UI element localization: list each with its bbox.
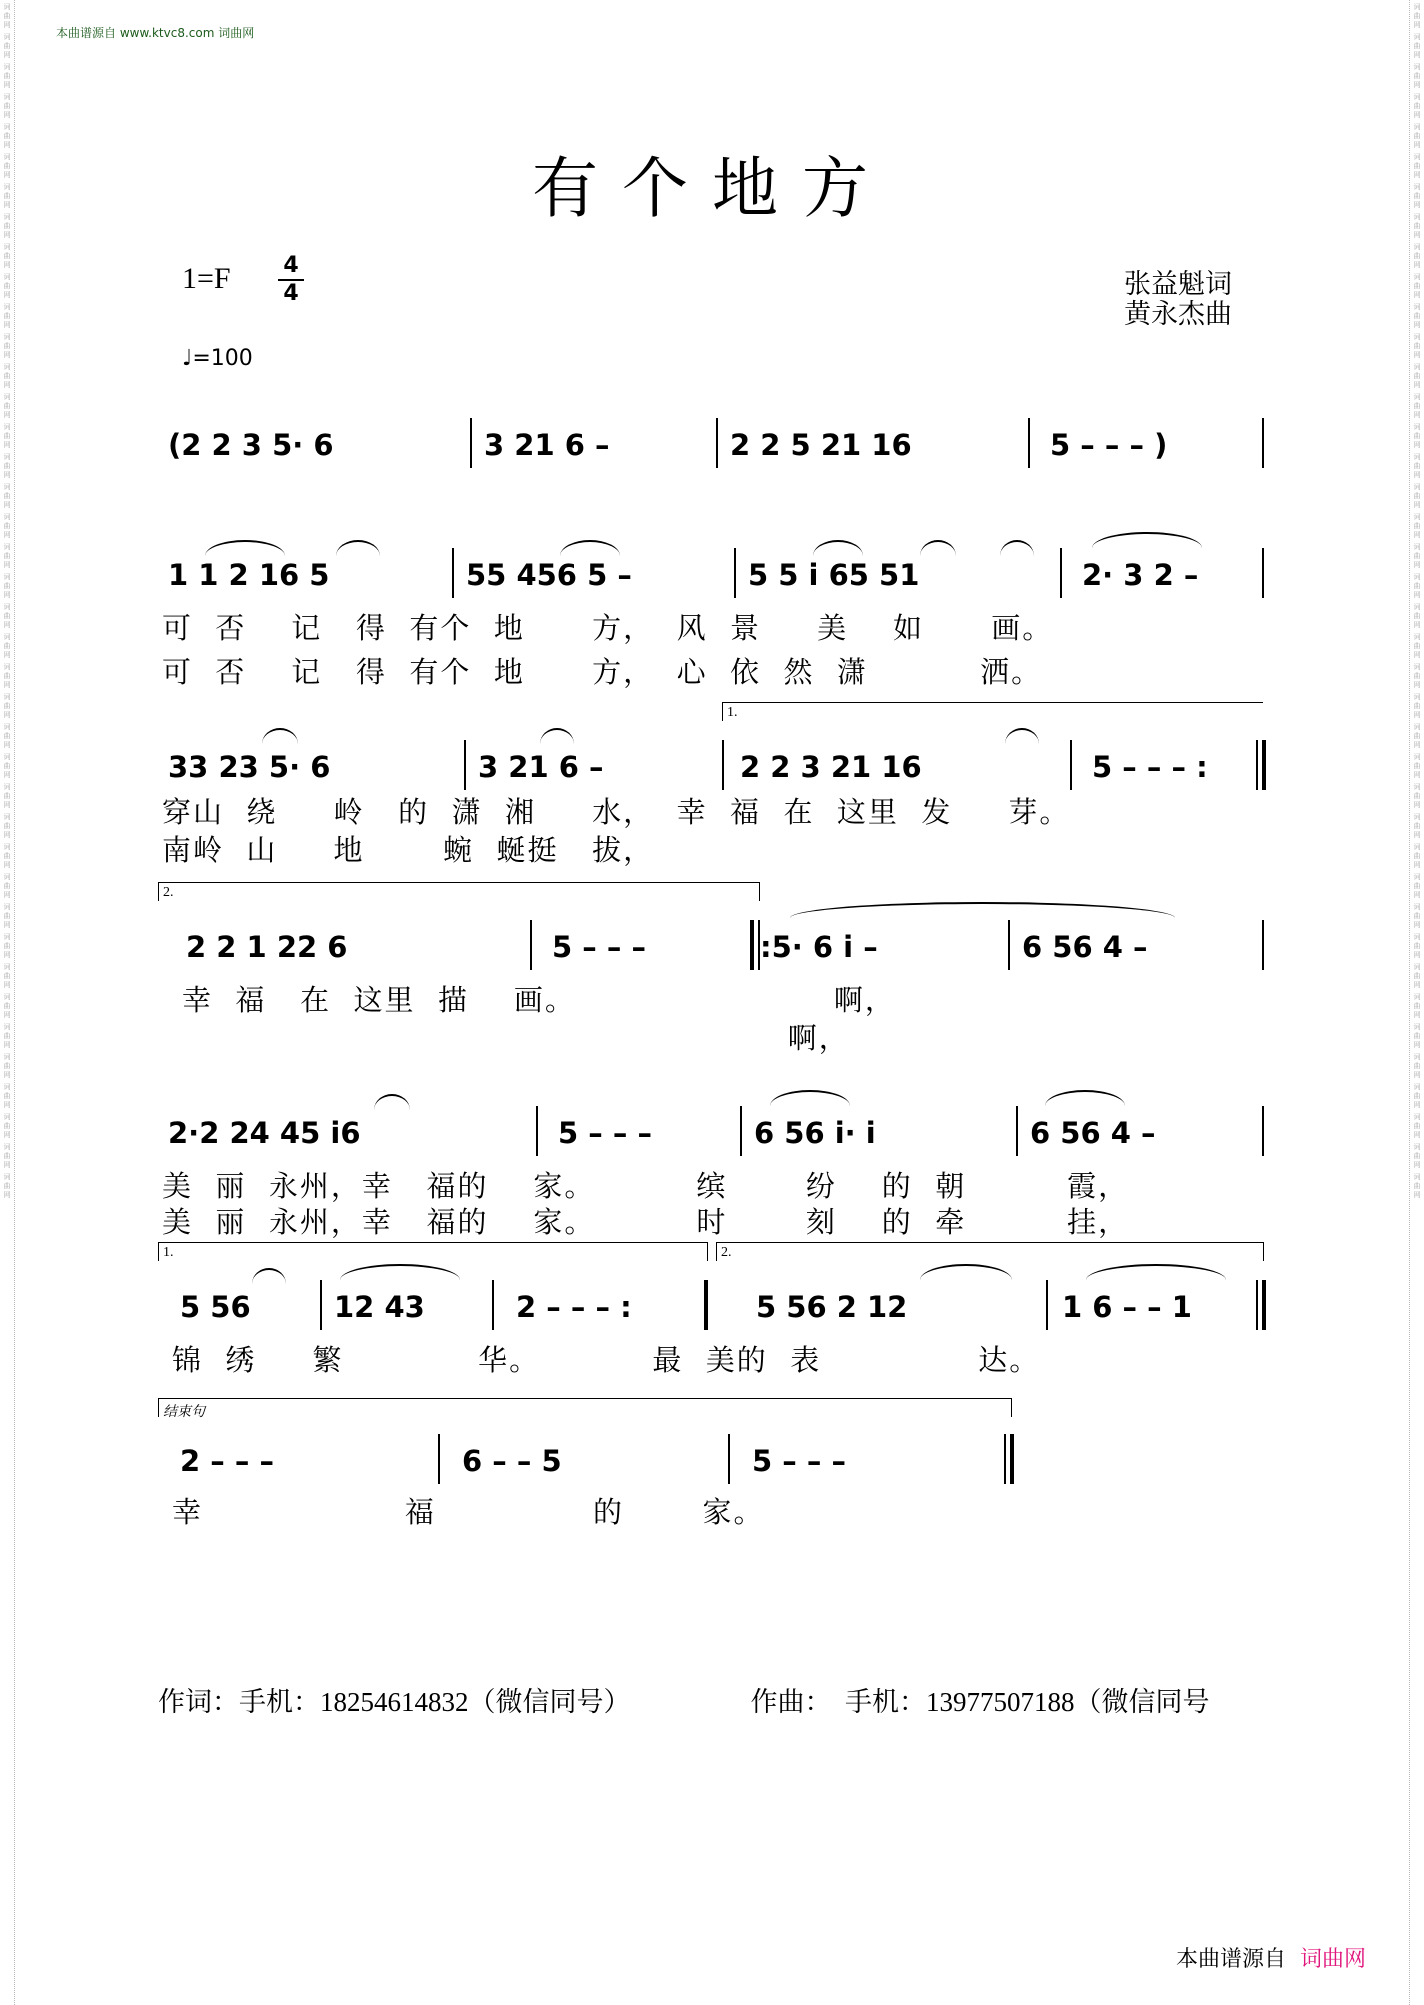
lyric-line: 锦 绣 繁 华。 最 美的 表 达。	[172, 1343, 1041, 1377]
edge-watermark-text: 词 曲 网	[3, 1143, 11, 1169]
edge-watermark-text: 词 曲 网	[3, 63, 11, 89]
volta-label: 1.	[727, 705, 738, 720]
edge-watermark-text: 词 曲 网	[3, 243, 11, 269]
edge-watermark-text: 词 曲 网	[1413, 813, 1421, 839]
edge-watermark-text: 词 曲 网	[3, 963, 11, 989]
edge-watermark-text: 词 曲 网	[1413, 273, 1421, 299]
edge-watermark-text: 词 曲 网	[3, 1053, 11, 1079]
edge-watermark-text: 词 曲 网	[1413, 603, 1421, 629]
measure: 1 1 2 16 5	[168, 558, 330, 592]
lyric-line: 南岭 山 地 蜿 蜒挺 拔，	[162, 833, 655, 867]
edge-watermark-text: 词 曲 网	[1413, 333, 1421, 359]
edge-watermark-text: 词 曲 网	[1413, 153, 1421, 179]
measure: 2·2 24 45 i6	[168, 1116, 361, 1150]
measure: 2 2 1 22 6	[186, 930, 348, 964]
top-source-note: 本曲谱源自 www.ktvc8.com 词曲网	[56, 26, 255, 40]
measure: 5 – – –	[558, 1116, 652, 1150]
edge-watermark-text: 词 曲 网	[1413, 453, 1421, 479]
measure: 2 – – – :	[516, 1290, 632, 1324]
edge-watermark-text: 词 曲 网	[1413, 3, 1421, 29]
edge-watermark-text: 词 曲 网	[1413, 903, 1421, 929]
measure: :5· 6 i –	[760, 930, 878, 964]
measure: 6 56 4 –	[1022, 930, 1148, 964]
measure: 55 456 5 –	[466, 558, 632, 592]
edge-watermark-text: 词 曲 网	[1413, 33, 1421, 59]
edge-watermark-text: 词 曲 网	[3, 753, 11, 779]
measure: 33 23 5· 6	[168, 750, 331, 784]
edge-watermark-text: 词 曲 网	[1413, 723, 1421, 749]
lyric-line: 穿山 绕 岭 的 潇 湘 水， 幸 福 在 这里 发 芽。	[162, 795, 1071, 829]
lyric-line: 啊，	[182, 1021, 850, 1055]
composer-credit: 黄永杰曲	[1124, 299, 1232, 329]
measure: 12 43	[334, 1290, 425, 1324]
edge-watermark-text: 词 曲 网	[1413, 663, 1421, 689]
edge-watermark-text: 词 曲 网	[1413, 213, 1421, 239]
edge-watermark-text: 词 曲 网	[1413, 483, 1421, 509]
edge-watermark-text: 词 曲 网	[3, 93, 11, 119]
edge-watermark-text: 词 曲 网	[1413, 873, 1421, 899]
edge-watermark-text: 词 曲 网	[3, 903, 11, 929]
measure: 5 56	[180, 1290, 251, 1324]
measure: (2 2 3 5· 6	[168, 428, 334, 462]
measure: 3 21 6 –	[478, 750, 604, 784]
volta-label: 2.	[163, 885, 174, 900]
edge-watermark-text: 词 曲 网	[3, 153, 11, 179]
measure: 1 6 – – 1	[1062, 1290, 1192, 1324]
edge-watermark-text: 词 曲 网	[3, 573, 11, 599]
edge-watermark-text: 词 曲 网	[3, 483, 11, 509]
measure: 6 56 i· i	[754, 1116, 876, 1150]
edge-watermark-text: 词 曲 网	[3, 393, 11, 419]
edge-watermark-text: 词 曲 网	[3, 1083, 11, 1109]
lyric-line: 美 丽 永州，幸 福的 家。 缤 纷 的 朝 霞，	[162, 1169, 1130, 1203]
edge-watermark-text: 词 曲 网	[3, 993, 11, 1019]
edge-watermark-text: 词 曲 网	[3, 633, 11, 659]
edge-watermark-text: 词 曲 网	[3, 663, 11, 689]
edge-watermark-text: 词 曲 网	[3, 363, 11, 389]
lyric-line: 幸 福 的 家。	[172, 1495, 765, 1529]
brand-prefix: 本曲谱源自	[1175, 1947, 1286, 1972]
lyric-line: 可 否 记 得 有个 地 方， 风 景 美 如 画。	[162, 611, 1054, 645]
edge-watermark-text: 词 曲 网	[3, 273, 11, 299]
edge-watermark-text: 词 曲 网	[1413, 393, 1421, 419]
measure: 5 – – –	[552, 930, 646, 964]
edge-watermark-text: 词 曲 网	[1413, 1053, 1421, 1079]
measure: 5 – – – )	[1050, 428, 1168, 462]
edge-watermark-text: 词 曲 网	[1413, 513, 1421, 539]
edge-watermark-text: 词 曲 网	[1413, 993, 1421, 1019]
edge-watermark-text: 词 曲 网	[3, 603, 11, 629]
edge-watermark-text: 词 曲 网	[1413, 753, 1421, 779]
lyric-line: 美 丽 永州，幸 福的 家。 时 刻 的 牵 挂，	[162, 1205, 1130, 1239]
edge-watermark-text: 词 曲 网	[1413, 843, 1421, 869]
tempo-marking: ♩=100	[182, 346, 253, 371]
edge-watermark-text: 词 曲 网	[3, 513, 11, 539]
volta-label: 结束句	[163, 1405, 205, 1420]
edge-watermark-text: 词 曲 网	[1413, 573, 1421, 599]
edge-watermark-text: 词 曲 网	[1413, 93, 1421, 119]
left-edge-watermark	[0, 0, 15, 2005]
edge-watermark-text: 词 曲 网	[1413, 963, 1421, 989]
time-signature-bottom: 4	[283, 281, 299, 306]
edge-watermark-text: 词 曲 网	[1413, 243, 1421, 269]
edge-watermark-text: 词 曲 网	[3, 1023, 11, 1049]
lyric-line: 可 否 记 得 有个 地 方， 心 依 然 潇 洒。	[162, 655, 1043, 689]
edge-watermark-text: 词 曲 网	[1413, 783, 1421, 809]
measure: 5 56 2 12	[756, 1290, 908, 1324]
edge-watermark-text: 词 曲 网	[3, 1113, 11, 1139]
edge-watermark-text: 词 曲 网	[3, 213, 11, 239]
edge-watermark-text: 词 曲 网	[3, 843, 11, 869]
brand-name[interactable]: 词曲网	[1299, 1947, 1366, 1972]
edge-watermark-text: 词 曲 网	[3, 813, 11, 839]
edge-watermark-text: 词 曲 网	[3, 693, 11, 719]
edge-watermark-text: 词 曲 网	[1413, 1023, 1421, 1049]
edge-watermark-text: 词 曲 网	[3, 3, 11, 29]
edge-watermark-text: 词 曲 网	[1413, 63, 1421, 89]
lyric-line: 幸 福 在 这里 描 画。 啊，	[182, 983, 896, 1017]
lyricist-contact: 作词：手机：18254614832（微信同号）	[158, 1687, 631, 1717]
edge-watermark-text: 词 曲 网	[3, 453, 11, 479]
edge-watermark-text: 词 曲 网	[3, 423, 11, 449]
edge-watermark-text: 词 曲 网	[3, 933, 11, 959]
measure: 3 21 6 –	[484, 428, 610, 462]
edge-watermark-text: 词 曲 网	[1413, 933, 1421, 959]
edge-watermark-text: 词 曲 网	[3, 543, 11, 569]
edge-watermark-text: 词 曲 网	[3, 723, 11, 749]
edge-watermark-text: 词 曲 网	[3, 333, 11, 359]
measure: 2 2 5 21 16	[730, 428, 912, 462]
edge-watermark-text: 词 曲 网	[1413, 1143, 1421, 1169]
edge-watermark-text: 词 曲 网	[3, 783, 11, 809]
volta-label: 1.	[163, 1245, 174, 1260]
edge-watermark-text: 词 曲 网	[1413, 1083, 1421, 1109]
edge-watermark-text: 词 曲 网	[1413, 363, 1421, 389]
edge-watermark-text: 词 曲 网	[1413, 633, 1421, 659]
edge-watermark-text: 词 曲 网	[1413, 693, 1421, 719]
edge-watermark-text: 词 曲 网	[1413, 123, 1421, 149]
measure: 5 – – –	[752, 1444, 846, 1478]
measure: 6 56 4 –	[1030, 1116, 1156, 1150]
volta-label: 2.	[721, 1245, 732, 1260]
edge-watermark-text: 词 曲 网	[1413, 1173, 1421, 1199]
measure: 2 2 3 21 16	[740, 750, 922, 784]
measure: 2· 3 2 –	[1082, 558, 1199, 592]
lyricist-credit: 张益魁词	[1124, 269, 1232, 299]
contact-footer	[158, 1680, 1210, 1719]
edge-watermark-text: 词 曲 网	[1413, 423, 1421, 449]
edge-watermark-text: 词 曲 网	[3, 873, 11, 899]
measure: 2 – – –	[180, 1444, 274, 1478]
time-signature-top: 4	[283, 253, 299, 278]
measure: 6 – – 5	[462, 1444, 562, 1478]
right-edge-watermark	[1409, 0, 1424, 2005]
source-brand[interactable]	[1176, 1942, 1366, 1973]
composer-contact: 作曲： 手机：13977507188（微信同号	[750, 1687, 1210, 1717]
edge-watermark-text: 词 曲 网	[1413, 1113, 1421, 1139]
edge-watermark-text: 词 曲 网	[1413, 303, 1421, 329]
edge-watermark-text: 词 曲 网	[1413, 543, 1421, 569]
edge-watermark-text: 词 曲 网	[3, 33, 11, 59]
edge-watermark-text: 词 曲 网	[1413, 183, 1421, 209]
song-title: 有个地方	[532, 150, 892, 227]
edge-watermark-text: 词 曲 网	[3, 303, 11, 329]
edge-watermark-text: 词 曲 网	[3, 1173, 11, 1199]
time-signature	[278, 254, 304, 306]
measure: 5 5 i 65 51	[748, 558, 920, 592]
measure: 5 – – – :	[1092, 750, 1208, 784]
edge-watermark-text: 词 曲 网	[3, 183, 11, 209]
edge-watermark-text: 词 曲 网	[3, 123, 11, 149]
key-signature: 1=F	[182, 262, 231, 295]
